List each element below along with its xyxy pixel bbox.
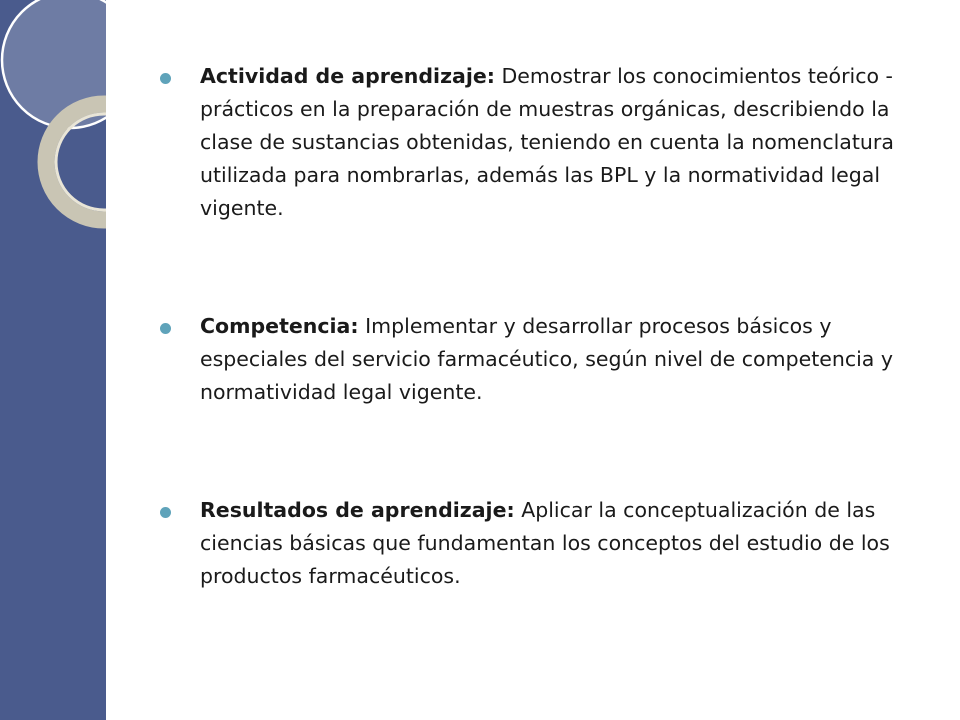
bullet-body: Aplicar la conceptualización de las ciencias básicas que fundamentan los conceptos del estudio de los productos farmacéuticos. (200, 498, 890, 588)
bullet-dot (160, 507, 171, 518)
bullet-label: Resultados de aprendizaje: (200, 498, 515, 522)
bullet-body: Demostrar los conocimientos teórico - prácticos en la preparación de muestras orgánicas, describiendo la clase de sustancias obtenidas, teniendo en cuenta la nomenclatura utilizada para nombrarlas, además las BPL y la normatividad legal vigente. (200, 64, 894, 220)
bullet-text (200, 60, 930, 225)
bullet-dot (160, 323, 171, 334)
bullet-dot (160, 73, 171, 84)
bullet-label: Actividad de aprendizaje: (200, 64, 495, 88)
bullet-label: Competencia: (200, 314, 359, 338)
bullet-resultados (160, 494, 930, 593)
bullet-text (200, 310, 930, 409)
bullet-actividad (160, 60, 930, 225)
bullet-text (200, 494, 930, 593)
side-decoration-band (0, 0, 106, 720)
decorative-rings (0, 0, 106, 720)
bullet-body: Implementar y desarrollar procesos básicos y especiales del servicio farmacéutico, según nivel de competencia y normatividad legal vigente. (200, 314, 894, 404)
bullet-competencia (160, 310, 930, 409)
